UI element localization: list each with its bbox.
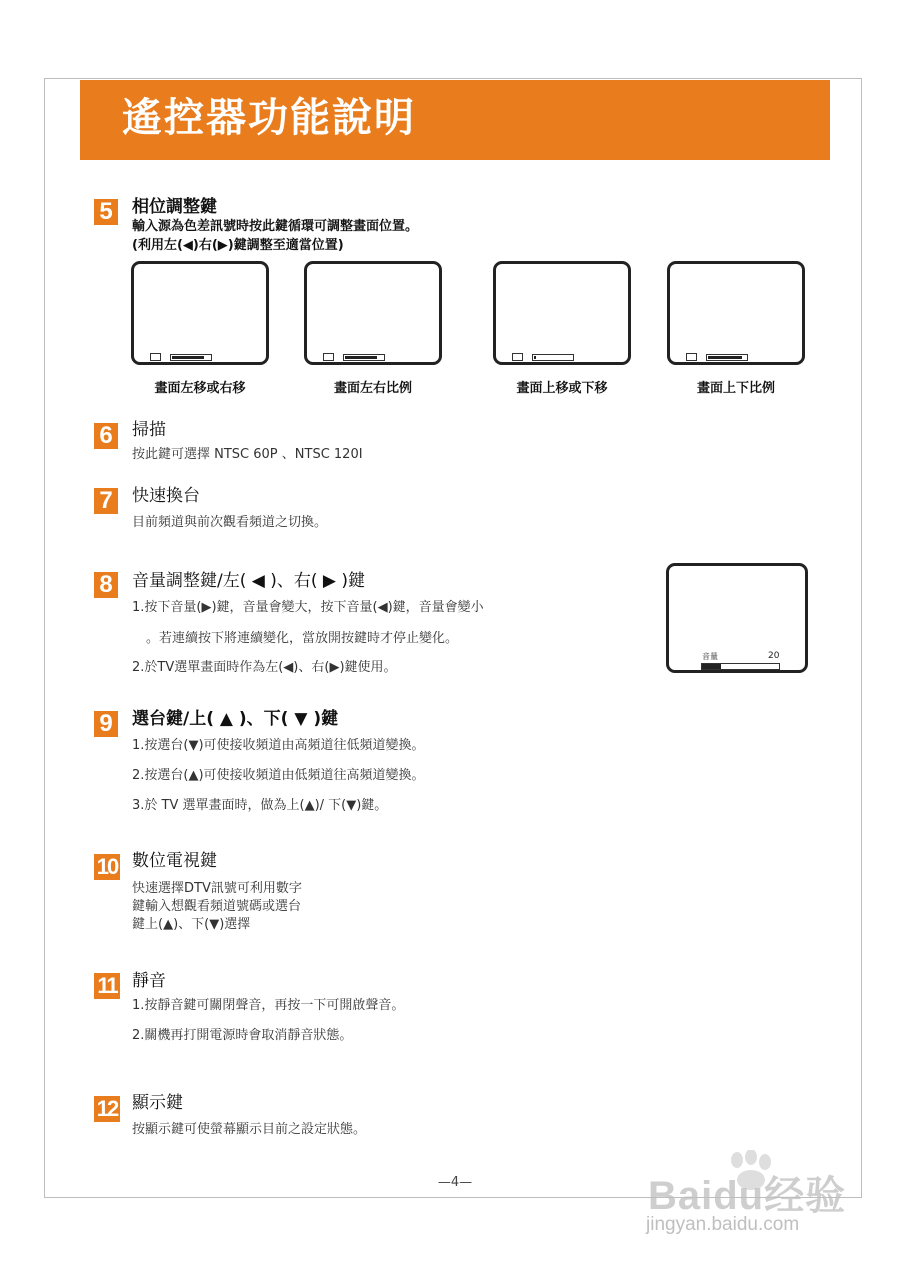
section-8-line-1: 1.按下音量(▶)鍵，音量會變大，按下音量(◀)鍵，音量會變小 (132, 600, 484, 615)
screen-caption-1: 畫面左移或右移 (154, 381, 246, 396)
section-number-9: 9 (94, 711, 118, 737)
volume-level-bar (701, 663, 780, 670)
vertical-position-icon (512, 353, 523, 361)
section-number-8: 8 (94, 572, 118, 598)
osd-level-fill (534, 356, 536, 359)
osd-level-fill (345, 356, 377, 359)
tv-screen-vertical-size (667, 261, 805, 365)
section-5-line-1: 輸入源為色差訊號時按此鍵循環可調整畫面位置。 (132, 219, 419, 234)
screen-caption-4: 畫面上下比例 (696, 381, 775, 396)
section-9-line-1: 1.按選台(▼)可使接收頻道由高頻道往低頻道變換。 (132, 738, 425, 753)
section-12-line-1: 按顯示鍵可使螢幕顯示目前之設定狀態。 (132, 1122, 367, 1137)
volume-level-fill (702, 664, 721, 669)
volume-label: 音量 (702, 652, 718, 661)
section-number-7: 7 (94, 488, 118, 514)
section-title-10: 數位電視鍵 (132, 851, 217, 871)
section-6-line-1: 按此鍵可選擇 NTSC 60P 、NTSC 120I (132, 447, 363, 462)
volume-value: 20 (768, 651, 780, 661)
section-number-5: 5 (94, 199, 118, 225)
section-10-line-1: 快速選擇DTV訊號可利用數字 (132, 881, 302, 896)
section-title-9: 選台鍵/上( ▲ )、下( ▼ )鍵 (132, 709, 339, 729)
section-title-11: 靜音 (132, 971, 166, 991)
section-number-12: 12 (94, 1096, 120, 1122)
section-title-6: 掃描 (132, 420, 166, 440)
section-title-7: 快速換台 (132, 486, 200, 506)
osd-level-bar (170, 354, 212, 361)
screen-caption-2: 畫面左右比例 (333, 381, 412, 396)
osd-bar-group (150, 353, 210, 362)
osd-level-fill (172, 356, 204, 359)
horizontal-size-icon (323, 353, 334, 361)
section-title-12: 顯示鍵 (132, 1093, 183, 1113)
section-title-5: 相位調整鍵 (132, 197, 217, 217)
page-title: 遙控器功能說明 (122, 95, 416, 141)
section-11-line-1: 1.按靜音鍵可關閉聲音，再按一下可開啟聲音。 (132, 998, 405, 1013)
osd-level-bar (532, 354, 574, 361)
tv-screen-horizontal-position (131, 261, 269, 365)
section-10-line-3: 鍵上(▲)、下(▼)選擇 (132, 917, 251, 932)
osd-level-bar (706, 354, 748, 361)
watermark-url: jingyan.baidu.com (646, 1214, 800, 1235)
section-number-11: 11 (94, 973, 120, 999)
vertical-size-icon (686, 353, 697, 361)
tv-screen-horizontal-size (304, 261, 442, 365)
section-9-line-2: 2.按選台(▲)可使接收頻道由低頻道往高頻道變換。 (132, 768, 425, 783)
section-number-10: 10 (94, 854, 120, 880)
baidu-watermark (640, 1150, 870, 1250)
tv-screen-volume (666, 563, 808, 673)
section-9-line-3: 3.於 TV 選單畫面時，做為上(▲)/ 下(▼)鍵。 (132, 798, 388, 813)
section-11-line-2: 2.關機再打開電源時會取消靜音狀態。 (132, 1028, 353, 1043)
watermark-brand: Baidu经验 (648, 1174, 847, 1218)
section-10-line-2: 鍵輸入想觀看頻道號碼或選台 (132, 899, 302, 914)
tv-screen-vertical-position (493, 261, 631, 365)
section-title-8: 音量調整鍵/左( ◀ )、右( ▶ )鍵 (132, 571, 366, 591)
section-5-line-2: (利用左(◀)右(▶)鍵調整至適當位置) (132, 238, 344, 253)
section-number-6: 6 (94, 423, 118, 449)
osd-bar-group (323, 353, 383, 362)
osd-bar-group (512, 353, 572, 362)
osd-level-bar (343, 354, 385, 361)
screen-caption-3: 畫面上移或下移 (516, 381, 608, 396)
section-7-line-1: 目前頻道與前次觀看頻道之切換。 (132, 515, 328, 530)
osd-level-fill (708, 356, 742, 359)
osd-bar-group (686, 353, 746, 362)
section-8-line-2: 。若連續按下將連續變化，當放開按鍵時才停止變化。 (146, 631, 459, 646)
page-number: —4— (437, 1175, 473, 1190)
horizontal-position-icon (150, 353, 161, 361)
section-8-line-3: 2.於TV選單畫面時作為左(◀)、右(▶)鍵使用。 (132, 660, 397, 675)
